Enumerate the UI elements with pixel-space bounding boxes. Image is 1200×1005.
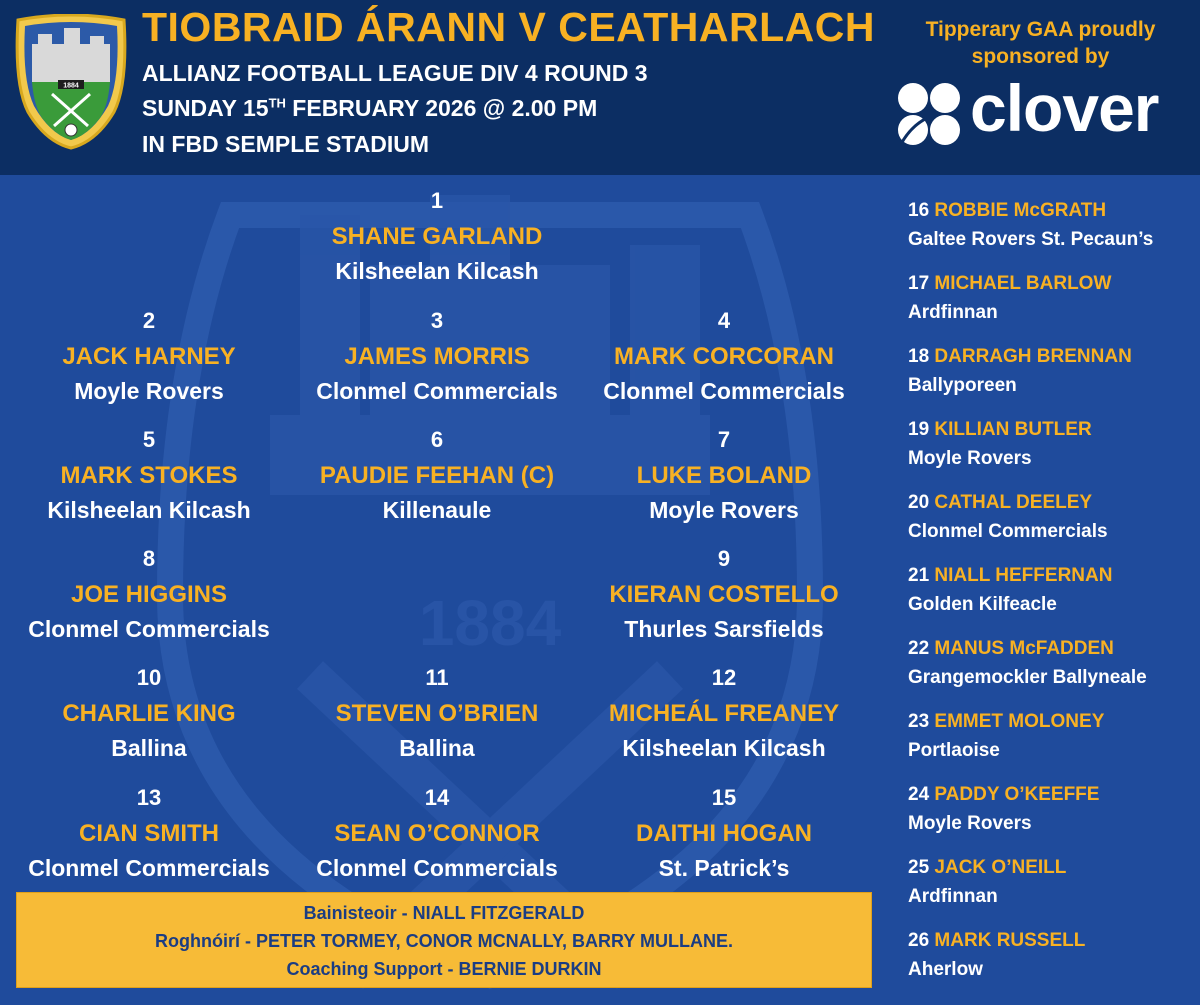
player-14: 14 SEAN O’CONNOR Clonmel Commercials: [316, 785, 558, 881]
sub-20: 20 CATHAL DEELEY Clonmel Commercials: [908, 492, 1108, 542]
player-12: 12 MICHEÁL FREANEY Kilsheelan Kilcash: [608, 665, 840, 761]
sub-24: 24 PADDY O’KEEFFE Moyle Rovers: [908, 784, 1100, 834]
sub-23: 23 EMMET MOLONEY Portlaoise: [908, 711, 1105, 761]
player-4: 4 MARK CORCORAN Clonmel Commercials: [603, 308, 845, 404]
sub-26: 26 MARK RUSSELL Aherlow: [908, 930, 1086, 980]
player-3: 3 JAMES MORRIS Clonmel Commercials: [316, 308, 558, 404]
coaching-line: Coaching Support - BERNIE DURKIN: [286, 959, 602, 979]
player-5: 5 MARK STOKES Kilsheelan Kilcash: [47, 427, 251, 523]
player-10: 10 CHARLIE KING Ballina: [62, 665, 236, 761]
sub-16: 16 ROBBIE McGRATH Galtee Rovers St. Pecaun’s: [908, 200, 1154, 250]
match-title: TIOBRAID ÁRANN V CEATHARLACH: [142, 4, 875, 50]
player-9: 9 KIERAN COSTELLO Thurles Sarsfields: [609, 546, 839, 642]
player-1: 1 SHANE GARLAND Kilsheelan Kilcash: [331, 188, 543, 284]
venue-line: IN FBD SEMPLE STADIUM: [142, 131, 430, 157]
watermark-year: 1884: [418, 587, 562, 659]
sub-18: 18 DARRAGH BRENNAN Ballyporeen: [908, 346, 1132, 396]
player-8: 8 JOE HIGGINS Clonmel Commercials: [28, 546, 270, 642]
player-6: 6 PAUDIE FEEHAN (C) Killenaule: [319, 427, 555, 523]
sub-22: 22 MANUS McFADDEN Grangemockler Ballyneale: [908, 638, 1147, 688]
management-box: [16, 892, 872, 988]
date-line: SUNDAY 15TH FEBRUARY 2026 @ 2.00 PM: [142, 95, 598, 121]
player-2: 2 JACK HARNEY Moyle Rovers: [62, 308, 236, 404]
sub-19: 19 KILLIAN BUTLER Moyle Rovers: [908, 419, 1092, 469]
player-11: 11 STEVEN O’BRIEN Ballina: [335, 665, 539, 761]
manager-line: Bainisteoir - NIALL FITZGERALD: [303, 903, 585, 923]
player-15: 15 DAITHI HOGAN St. Patrick’s: [636, 785, 812, 881]
sub-17: 17 MICHAEL BARLOW Ardfinnan: [908, 273, 1112, 323]
competition-line: ALLIANZ FOOTBALL LEAGUE DIV 4 ROUND 3: [142, 60, 648, 86]
sub-25: 25 JACK O’NEILL Ardfinnan: [908, 857, 1067, 907]
player-13: 13 CIAN SMITH Clonmel Commercials: [28, 785, 270, 881]
svg-text:1884: 1884: [63, 82, 79, 90]
tipperary-crest-icon: [14, 14, 128, 150]
player-7: 7 LUKE BOLAND Moyle Rovers: [636, 427, 812, 523]
sponsor-brand: clover: [970, 71, 1159, 145]
sub-21: 21 NIALL HEFFERNAN Golden Kilfeacle: [908, 565, 1113, 615]
header-banner: [0, 0, 1200, 175]
selectors-line: Roghnóirí - PETER TORMEY, CONOR MCNALLY, BARRY MULLANE.: [154, 931, 733, 951]
sponsor-text: Tipperary GAA proudly sponsored by: [925, 18, 1156, 68]
substitutes-list: [908, 197, 1198, 1000]
